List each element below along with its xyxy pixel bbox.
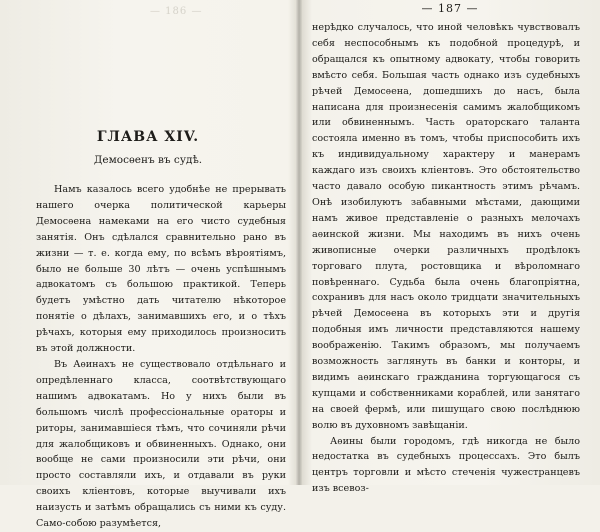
paragraph: Въ Аѳинахъ не существовало отдѣльнаго и опредѣленнаго класса, соотвѣтствующаго нашимъ адвокатамъ. Но у нихъ были въ большомъ числѣ профессіональные ораторы и риторы, занимавшіеся тѣмъ, что сочиняли рѣчи для жалобщиковъ и обвиненныхъ. Однако, они вообще не сами произносили эти рѣчи, они просто составляли ихъ, и отдавали въ руки своихъ кліентовъ, которые выучивали ихъ наизусть и затѣмъ обращались съ ними къ суду. Само-собою разумѣется,	[36, 358, 286, 530]
paragraph: Намъ казалось всего удобнѣе не прерывать нашего очерка политической карьеры Демосѳена намеками на его чисто судебныя занятія. Онъ сдѣлался сравнительно рано въ жизни — т. е. когда ему, по всѣмъ вѣроятіямъ, было не больше 30 лѣтъ — очень успѣшнымъ адвокатомъ съ большою практикой. Теперь будетъ умѣстно дать читателю нѣкоторое понятіе о дѣлахъ, занимавшихъ его, и о тѣхъ рѣчахъ, которыя ему приходилось произносить въ этой должности.	[36, 184, 286, 355]
ghost-page-number: — 186 —	[150, 6, 203, 17]
paragraph: нерѣдко случалось, что иной человѣкъ чувствовалъ себя неспособнымъ къ подобной процедурѣ, и обращался къ опытному адвокату, чтобы говорить вмѣсто себя. Большая часть однако изъ судебныхъ рѣчей Демосѳена, дошедшихъ до насъ, была написана для произнесенія самимъ жалобщикомъ или обвиненнымъ. Часть ораторскаго таланта состояла именно въ томъ, чтобы приспособить ихъ къ индивидуальному характеру и манерамъ каждаго изъ своихъ кліентовъ. Это обстоятельство часто давало особую пикантность этимъ рѣчамъ. Онѣ изобилуютъ забавными мѣстами, дающими намъ живое представленіе о разныхъ мелочахъ аѳинской жизни. Мы находимъ въ нихъ очень живописные очерки различныхъ продѣлокъ торговаго плута, ростовщика и вѣроломнаго повѣреннаго. Судьба была очень благопріятна, сохранивъ для насъ около тридцати значительныхъ рѣчей Демосѳена въ которыхъ эти и другія подобныя имъ личности представляются нашему воображенію. Такимъ образомъ, мы получаемъ возможность заглянуть въ банки и конторы, и видимъ аѳинскаго гражданина торгующагося съ купцами и собственниками кораблей, или занятаго на своей фермѣ, или пишущаго свою послѣднюю волю въ духовномъ завѣщаніи.	[312, 22, 580, 431]
chapter-title: ГЛАВА XIV.	[96, 129, 200, 145]
right-page-text	[312, 20, 580, 497]
right-page	[302, 0, 600, 495]
left-page-text	[36, 182, 286, 532]
section-title: Демосѳенъ въ судѣ.	[93, 154, 203, 166]
left-page	[0, 0, 296, 530]
paragraph: Аѳины были городомъ, гдѣ никогда не было недостатка въ судебныхъ процессахъ. Это былъ центръ торговли и мѣсто стеченія чужестранцевъ изъ всевоз-	[312, 435, 580, 495]
page-number: — 187 —	[421, 2, 479, 15]
